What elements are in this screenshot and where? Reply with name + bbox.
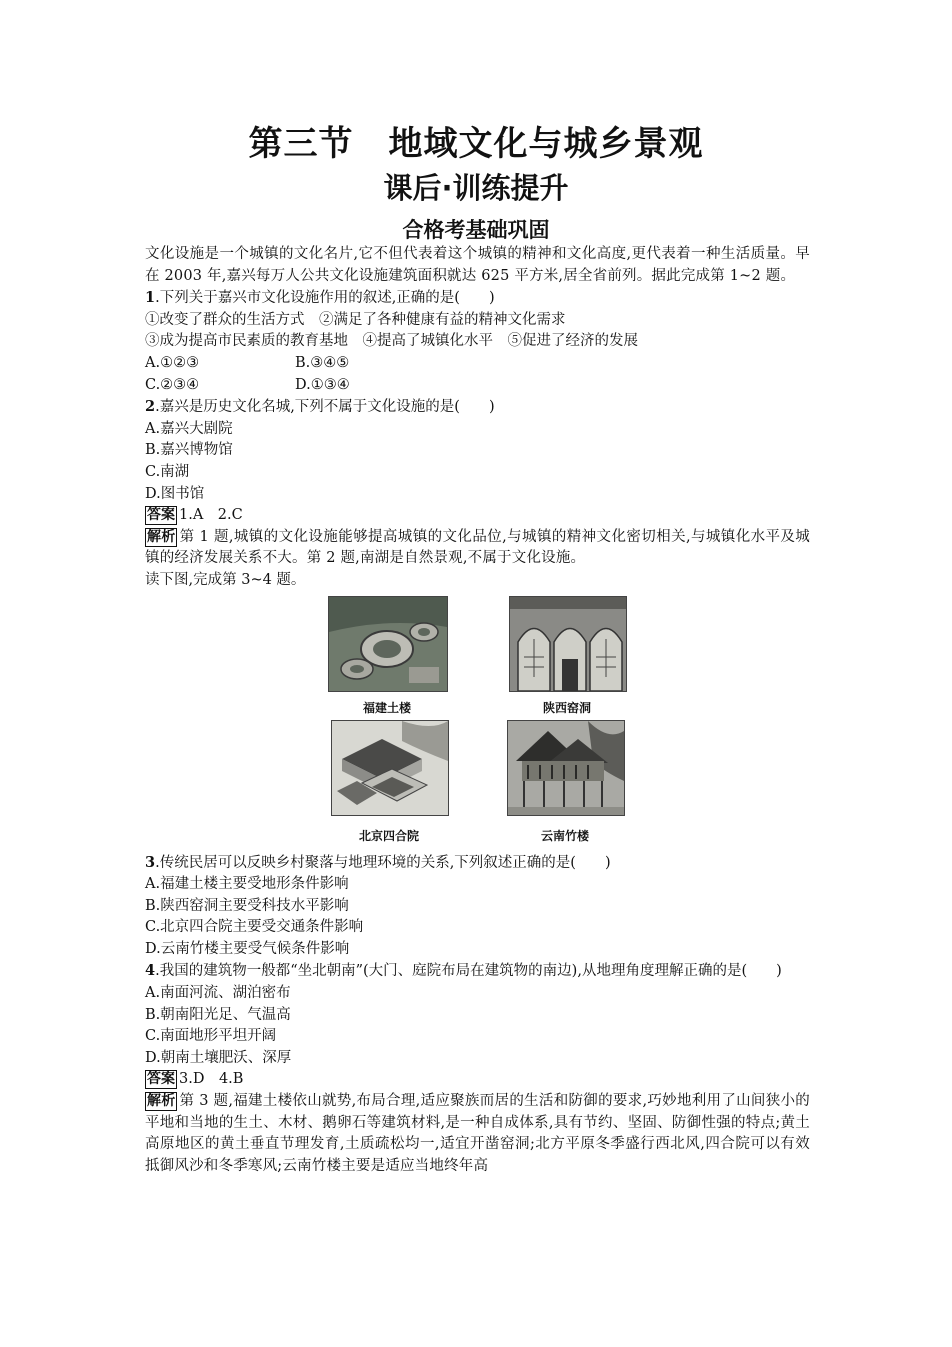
option-d: D.朝南土壤肥沃、深厚 <box>145 1049 292 1066</box>
photo-beijing-siheyuan <box>331 720 449 816</box>
question-number: 3 <box>145 853 156 871</box>
answer-line-2 <box>145 1069 810 1091</box>
option-c: C.南面地形平坦开阔 <box>145 1028 277 1045</box>
option-b: B.③④⑤ <box>295 354 350 371</box>
section-title: 第三节 地域文化与城乡景观 <box>248 124 704 164</box>
figure-dwellings <box>145 594 810 852</box>
subtitle: 课后·训练提升 <box>383 171 569 205</box>
intro-paragraph-2: 读下图,完成第 3~4 题。 <box>145 571 306 588</box>
caption-shaanxi-yaodong: 陕西窑洞 <box>542 700 591 715</box>
q1-options-row-1 <box>145 353 810 375</box>
option-a: A.嘉兴大剧院 <box>145 420 233 437</box>
question-1 <box>145 287 810 310</box>
answer-line-1 <box>145 505 810 527</box>
photo-yunnan-zhulou <box>507 720 625 816</box>
main-content <box>145 244 810 1177</box>
question-stem: .传统民居可以反映乡村聚落与地理环境的关系,下列叙述正确的是( ) <box>155 854 611 871</box>
part-title: 合格考基础巩固 <box>402 218 550 242</box>
caption-beijing-siheyuan: 北京四合院 <box>358 828 419 843</box>
option-c: C.②③④ <box>145 376 200 393</box>
question-number: 1 <box>145 289 156 307</box>
question-stem: .下列关于嘉兴市文化设施作用的叙述,正确的是( ) <box>155 290 495 307</box>
question-2 <box>145 396 810 419</box>
q1-options-row-2 <box>145 375 810 397</box>
option-b: B.嘉兴博物馆 <box>145 442 233 459</box>
option-a: A.南面河流、湖泊密布 <box>145 985 291 1002</box>
option-a: A.①②③ <box>145 354 200 371</box>
answer-tag: 答案 <box>147 1071 175 1088</box>
question-stem: .我国的建筑物一般都“坐北朝南”(大门、庭院布局在建筑物的南边),从地理角度理解正确的是( ) <box>155 963 782 980</box>
analysis-line-1 <box>145 527 810 570</box>
option-d: D.图书馆 <box>145 485 205 502</box>
question-stem: .嘉兴是历史文化名城,下列不属于文化设施的是( ) <box>155 399 495 416</box>
answer-text: 3.D 4.B <box>179 1071 244 1088</box>
photo-shaanxi-yaodong <box>509 596 627 692</box>
question-4 <box>145 960 810 983</box>
intro-paragraph-1: 文化设施是一个城镇的文化名片,它不但代表着这个城镇的精神和文化高度,更代表着一种生活质量。早在 2003 年,嘉兴每万人公共文化设施建筑面积就达 625 平方米,居全省前列。据此完成第 1~2 题。 <box>145 246 810 284</box>
analysis-text: 第 3 题,福建土楼依山就势,布局合理,适应聚族而居的生活和防御的要求,巧妙地利用了山间狭小的平地和当地的生土、木材、鹅卵石等建筑材料,是一种自成体系,具有节约、坚固、防御性强的特点;黄土高原地区的黄土垂直节理发育,土质疏松均一,适宜开凿窑洞;北方平原冬季盛行西北风,四合院可以有效抵御风沙和冬季寒风;云南竹楼主要是适应当地终年高 <box>145 1093 810 1174</box>
analysis-tag: 解析 <box>147 1093 176 1110</box>
photo-fujian-tulou <box>328 596 448 692</box>
option-c: C.北京四合院主要受交通条件影响 <box>145 919 364 936</box>
analysis-text: 第 1 题,城镇的文化设施能够提高城镇的文化品位,与城镇的精神文化密切相关,与城镇化水平及城镇的经济发展关系不大。第 2 题,南湖是自然景观,不属于文化设施。 <box>145 528 810 567</box>
q1-items-line-2: ③成为提高市民素质的教育基地 ④提高了城镇化水平 ⑤促进了经济的发展 <box>145 333 638 350</box>
caption-fujian-tulou: 福建土楼 <box>362 700 411 715</box>
question-number: 2 <box>145 398 156 416</box>
question-3 <box>145 852 810 875</box>
question-number: 4 <box>145 962 156 980</box>
analysis-tag: 解析 <box>147 528 176 545</box>
answer-tag: 答案 <box>147 507 175 524</box>
answer-text: 1.A 2.C <box>179 507 243 524</box>
option-a: A.福建土楼主要受地形条件影响 <box>145 876 349 893</box>
caption-yunnan-zhulou: 云南竹楼 <box>540 828 589 843</box>
option-b: B.陕西窑洞主要受科技水平影响 <box>145 897 349 914</box>
option-c: C.南湖 <box>145 463 190 480</box>
option-d: D.云南竹楼主要受气候条件影响 <box>145 940 350 957</box>
analysis-line-2 <box>145 1091 810 1177</box>
option-d: D.①③④ <box>295 376 350 393</box>
q1-items-line-1: ①改变了群众的生活方式 ②满足了各种健康有益的精神文化需求 <box>145 311 566 328</box>
option-b: B.朝南阳光足、气温高 <box>145 1006 291 1023</box>
